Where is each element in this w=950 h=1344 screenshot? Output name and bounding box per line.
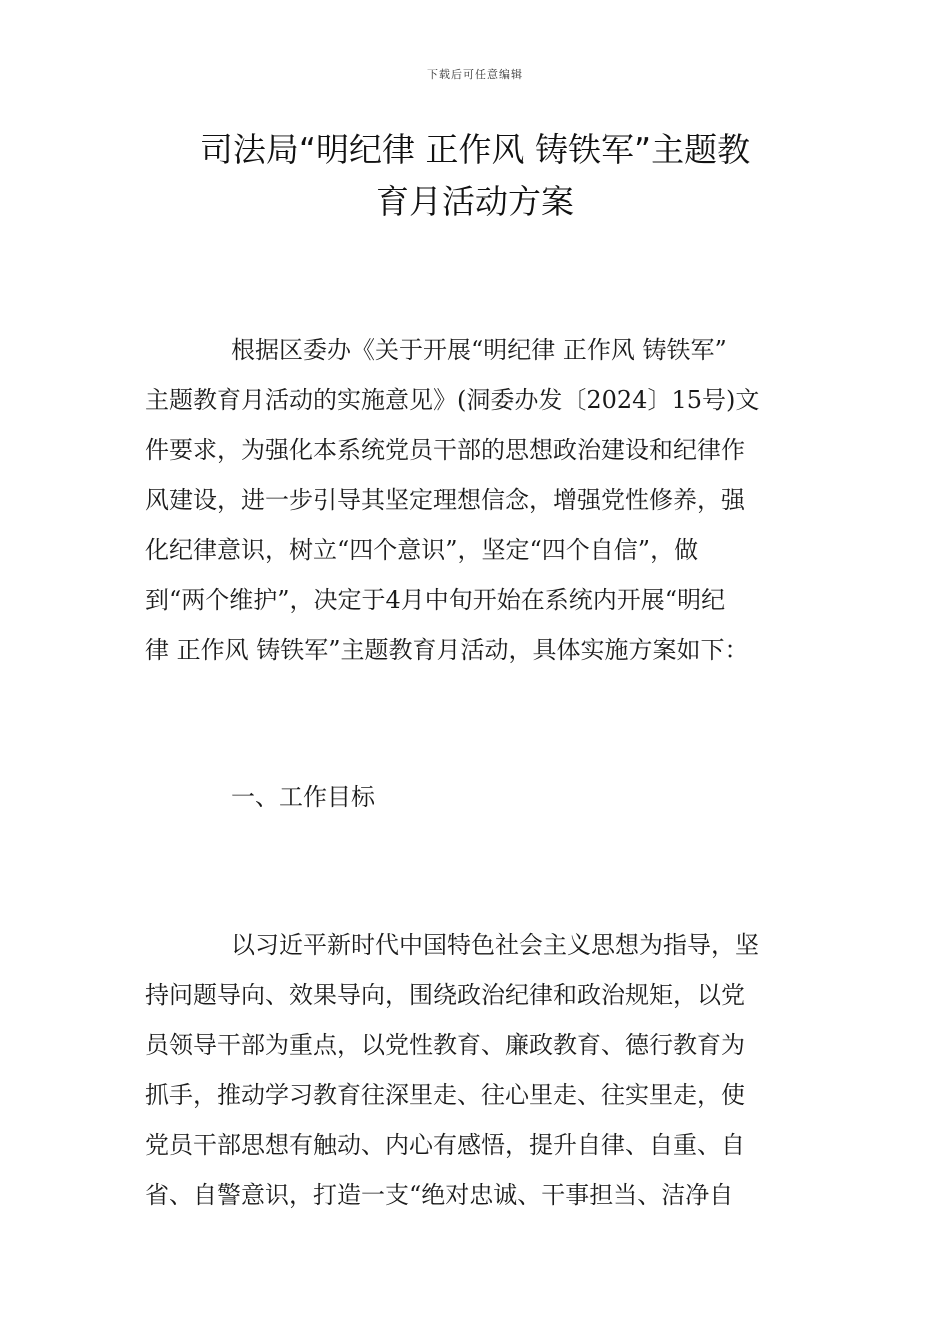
paragraph-line: 主题教育月活动的实施意见》(洞委办发〔2024〕15号)文 <box>145 386 760 414</box>
title-line-1: 司法局“明纪律 正作风 铸铁军”主题教 <box>199 130 751 169</box>
paragraph-line: 省、自警意识，打造一支“绝对忠诚、干事担当、洁净自 <box>145 1181 734 1209</box>
paragraph-line: 员领导干部为重点，以党性教育、廉政教育、德行教育为 <box>145 1031 745 1059</box>
header-note: 下载后可任意编辑 <box>427 68 523 81</box>
paragraph-intro <box>145 325 807 675</box>
paragraph-line: 件要求，为强化本系统党员干部的思想政治建设和纪律作 <box>145 436 745 464</box>
document-title <box>145 124 805 228</box>
paragraph-line: 抓手，推动学习教育往深里走、往心里走、往实里走，使 <box>145 1081 745 1109</box>
paragraph-line: 党员干部思想有触动、内心有感悟，提升自律、自重、自 <box>145 1131 745 1159</box>
paragraph-line: 风建设，进一步引导其坚定理想信念，增强党性修养，强 <box>145 486 745 514</box>
paragraph-line: 根据区委办《关于开展“明纪律 正作风 铸铁军” <box>231 336 727 364</box>
paragraph-goals <box>145 920 807 1220</box>
paragraph-line: 以习近平新时代中国特色社会主义思想为指导，坚 <box>231 931 759 959</box>
paragraph-line: 律 正作风 铸铁军”主题教育月活动，具体实施方案如下： <box>145 636 749 664</box>
section-heading: 一、工作目标 <box>231 783 375 811</box>
paragraph-line: 到“两个维护”，决定于4月中旬开始在系统内开展“明纪 <box>145 586 726 614</box>
title-line-2: 育月活动方案 <box>376 182 574 221</box>
paragraph-line: 化纪律意识，树立“四个意识”，坚定“四个自信”，做 <box>145 536 699 564</box>
paragraph-line: 持问题导向、效果导向，围绕政治纪律和政治规矩，以党 <box>145 981 745 1009</box>
